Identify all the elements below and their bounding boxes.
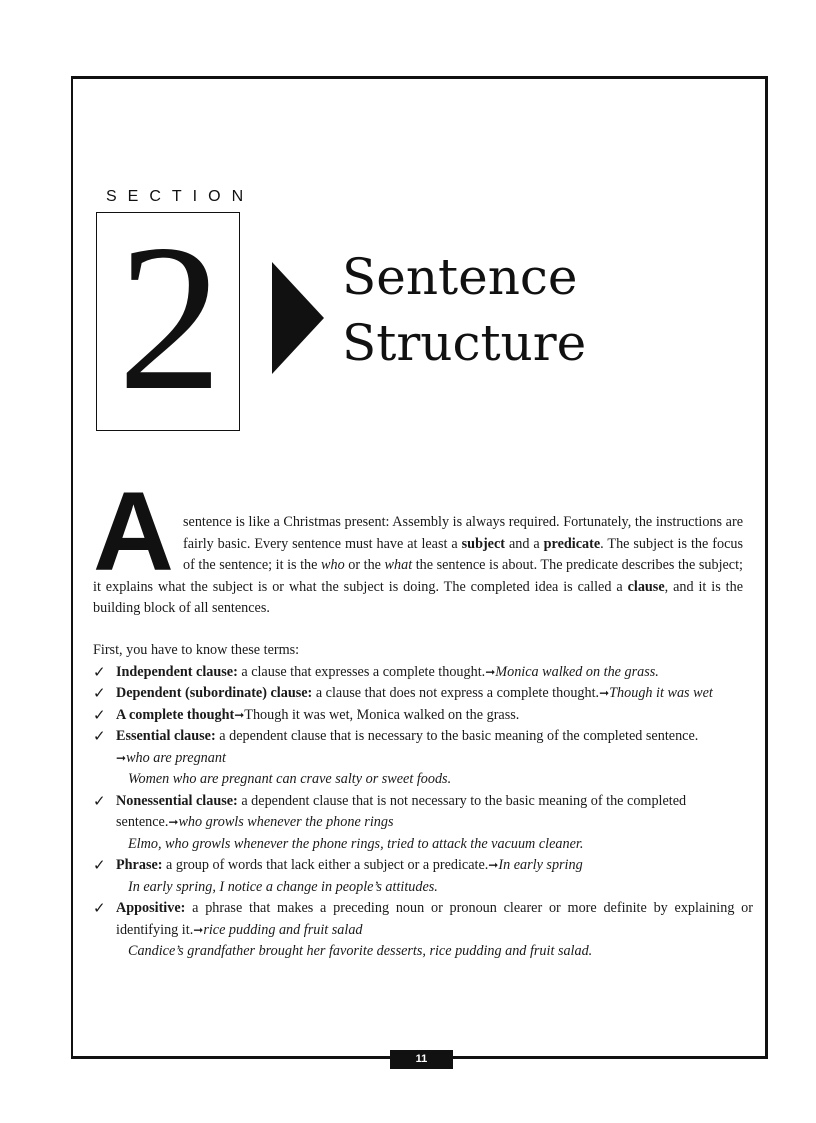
terms-intro: First, you have to know these terms: xyxy=(93,642,300,658)
section-number: 2 xyxy=(117,202,223,434)
example-sentence: In early spring, I notice a change in people’s attitudes. xyxy=(128,878,438,895)
title-line-1: Sentence xyxy=(342,248,578,306)
list-item: ✓ Appositive: a phrase that makes a preceding noun or pronoun clearer or more definite by explaining or identifying it.➞rice pudding and fruit salad xyxy=(93,899,753,938)
example-line: ➞who are pregnant xyxy=(116,749,226,766)
page-title xyxy=(342,244,586,376)
list-item: ✓ Independent clause: a clause that expresses a complete thought.➞Monica walked on the grass. xyxy=(93,662,753,684)
example-sentence: Elmo, who growls whenever the phone rings, tried to attack the vacuum cleaner. xyxy=(128,835,584,852)
title-line-2: Structure xyxy=(342,314,587,372)
example-sentence: Candice’s grandfather brought her favorite desserts, rice pudding and fruit salad. xyxy=(128,943,593,959)
checkmark-icon: ✓ xyxy=(93,791,106,810)
checkmark-icon: ✓ xyxy=(93,727,106,745)
checkmark-icon: ✓ xyxy=(93,856,106,874)
list-item: ✓ Phrase: a group of words that lack either a subject or a predicate.➞In early spring xyxy=(93,855,753,877)
checkmark-icon: ✓ xyxy=(93,662,106,681)
arrow-icon: ➞ xyxy=(488,858,499,872)
checkmark-icon: ✓ xyxy=(93,684,106,702)
drop-cap: A xyxy=(93,469,174,594)
list-item: ✓ Essential clause: a dependent clause that is necessary to the basic meaning of the completed sentence. xyxy=(93,726,753,748)
terms-list xyxy=(93,640,753,963)
list-item: ✓ Dependent (subordinate) clause: a clause that does not express a complete thought.➞Though it was wet xyxy=(93,683,753,705)
section-label: SECTION xyxy=(106,188,255,205)
arrow-icon: ➞ xyxy=(485,664,496,679)
example-line: sentence.➞who growls whenever the phone rings xyxy=(116,814,394,830)
arrow-icon: ➞ xyxy=(116,750,127,765)
arrow-icon: ➞ xyxy=(599,686,610,700)
triangle-arrow-icon xyxy=(272,262,324,374)
checkmark-icon: ✓ xyxy=(93,705,106,724)
page-number: 11 xyxy=(390,1050,453,1069)
arrow-icon: ➞ xyxy=(234,707,245,722)
example-sentence: Women who are pregnant can crave salty or sweet foods. xyxy=(128,771,452,787)
checkmark-icon: ✓ xyxy=(93,899,106,917)
list-item: ✓ Nonessential clause: a dependent clause that is not necessary to the basic meaning of the completed xyxy=(93,791,753,813)
intro-paragraph: sentence is like a Christmas present: Assembly is always required. Fortunately, the instructions are fairly basic. Every sentence must have at least a subject and a predicate. The subject is the focus of the sentence; it is the who or the what the sentence is about. The predicate describes the subject; it explains what the subject is or what the subject is doing. The completed idea is called a clause, and it is the building block of all sentences. xyxy=(93,514,743,616)
arrow-icon: ➞ xyxy=(168,815,179,829)
arrow-icon: ➞ xyxy=(193,922,204,937)
list-item: ✓ A complete thought➞Though it was wet, Monica walked on the grass. xyxy=(93,705,753,727)
